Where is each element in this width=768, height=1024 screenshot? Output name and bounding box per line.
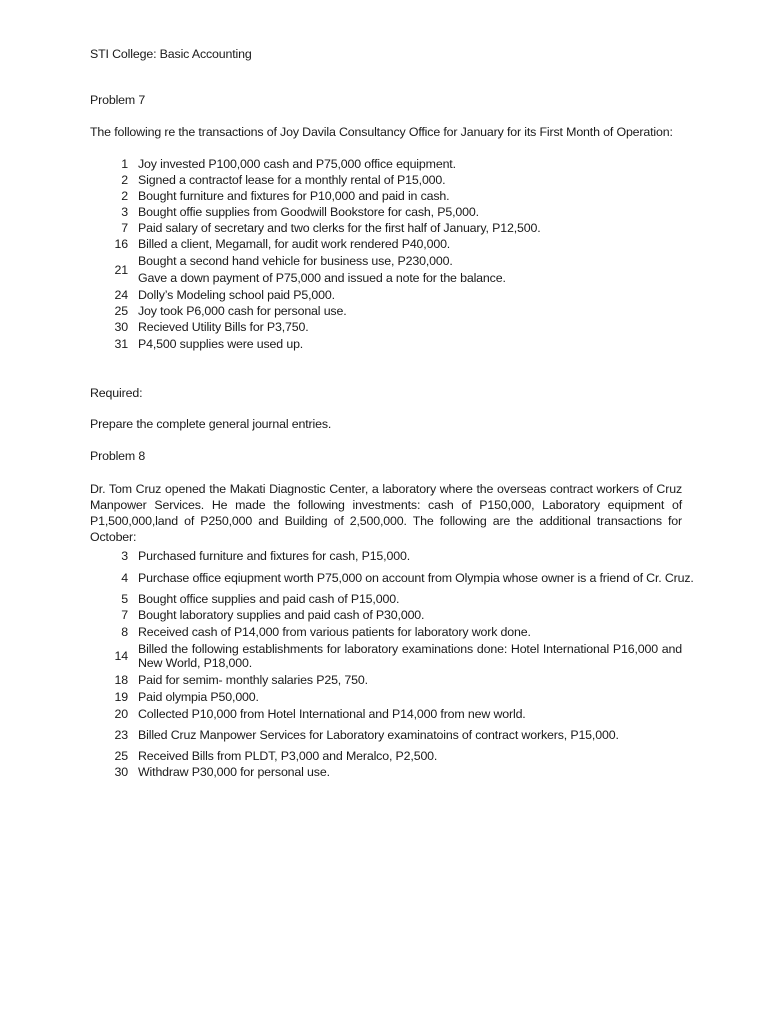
transaction-text: Recieved Utility Bills for P3,750. bbox=[138, 320, 309, 334]
transaction-day: 30 bbox=[114, 765, 128, 779]
transaction-day: 7 bbox=[121, 221, 128, 235]
problem-7-intro: The following re the transactions of Joy Davila Consultancy Office for January for its First Month of Operation: bbox=[90, 125, 673, 139]
transaction-day: 2 bbox=[121, 189, 128, 203]
transaction-text: Paid olympia P50,000. bbox=[138, 690, 259, 704]
required-text: Prepare the complete general journal entries. bbox=[90, 417, 332, 431]
transaction-text: Billed Cruz Manpower Services for Laboratory examinatoins of contract workers, P15,000. bbox=[138, 728, 619, 742]
transaction-day: 14 bbox=[114, 649, 128, 663]
document-header: STI College: Basic Accounting bbox=[90, 47, 252, 61]
problem-7-title: Problem 7 bbox=[90, 93, 146, 107]
transaction-text: Received Bills from PLDT, P3,000 and Meralco, P2,500. bbox=[138, 749, 438, 763]
transaction-text: Bought furniture and fixtures for P10,000 and paid in cash. bbox=[138, 189, 450, 203]
transaction-text: Withdraw P30,000 for personal use. bbox=[138, 765, 330, 779]
transaction-day: 30 bbox=[114, 320, 128, 334]
transaction-day: 18 bbox=[114, 673, 128, 687]
transaction-text: Billed the following establishments for laboratory examinations done: Hotel International P16,000 and New World, P18,000. bbox=[138, 642, 682, 670]
transaction-day: 21 bbox=[114, 263, 128, 277]
transaction-day: 3 bbox=[121, 205, 128, 219]
transaction-text: Paid salary of secretary and two clerks for the first half of January, P12,500. bbox=[138, 221, 541, 235]
transaction-day: 4 bbox=[121, 571, 128, 585]
transaction-day: 25 bbox=[114, 304, 128, 318]
transaction-text: Paid for semim- monthly salaries P25, 750. bbox=[138, 673, 368, 687]
transaction-text: Bought laboratory supplies and paid cash of P30,000. bbox=[138, 608, 425, 622]
transaction-text: Bought office supplies and paid cash of P15,000. bbox=[138, 592, 400, 606]
list-item bbox=[90, 254, 682, 286]
transaction-day: 25 bbox=[114, 749, 128, 763]
problem-8-title: Problem 8 bbox=[90, 449, 146, 463]
transaction-day: 1 bbox=[121, 157, 128, 171]
transaction-text: Signed a contractof lease for a monthly rental of P15,000. bbox=[138, 173, 446, 187]
required-label: Required: bbox=[90, 386, 143, 400]
transaction-text-continued: Gave a down payment of P75,000 and issued a note for the balance. bbox=[138, 271, 506, 285]
transaction-day: 24 bbox=[114, 288, 128, 302]
transaction-text: Billed a client, Megamall, for audit work rendered P40,000. bbox=[138, 237, 451, 251]
transaction-text: Purchase office eqiupment worth P75,000 on account from Olympia whose owner is a friend of Cr. Cruz. bbox=[138, 571, 694, 585]
transaction-text: Purchased furniture and fixtures for cash, P15,000. bbox=[138, 549, 410, 563]
transaction-text: Dolly’s Modeling school paid P5,000. bbox=[138, 288, 335, 302]
transaction-text: Bought a second hand vehicle for business use, P230,000. bbox=[138, 254, 453, 268]
transaction-day: 20 bbox=[114, 707, 128, 721]
list-item bbox=[90, 642, 682, 672]
transaction-text: Received cash of P14,000 from various patients for laboratory work done. bbox=[138, 625, 531, 639]
problem-8-intro: Dr. Tom Cruz opened the Makati Diagnostic Center, a laboratory where the overseas contract workers of Cruz Manpower Services. He made the following investments: cash of P150,000, Laboratory equipment of P1,500,000,land of P250,000 and Building of 2,500,000. The following are the additional transactions for October: bbox=[90, 482, 682, 544]
transaction-day: 3 bbox=[121, 549, 128, 563]
transaction-text: Bought offie supplies from Goodwill Bookstore for cash, P5,000. bbox=[138, 205, 479, 219]
transaction-day: 5 bbox=[121, 592, 128, 606]
transaction-day: 31 bbox=[114, 337, 128, 351]
transaction-day: 8 bbox=[121, 625, 128, 639]
transaction-day: 7 bbox=[121, 608, 128, 622]
transaction-text: Joy took P6,000 cash for personal use. bbox=[138, 304, 347, 318]
transaction-day: 2 bbox=[121, 173, 128, 187]
transaction-day: 23 bbox=[114, 728, 128, 742]
transaction-text: P4,500 supplies were used up. bbox=[138, 337, 304, 351]
transaction-day: 19 bbox=[114, 690, 128, 704]
transaction-text: Joy invested P100,000 cash and P75,000 office equipment. bbox=[138, 157, 456, 171]
transaction-day: 16 bbox=[114, 237, 128, 251]
transaction-text: Collected P10,000 from Hotel International and P14,000 from new world. bbox=[138, 707, 526, 721]
